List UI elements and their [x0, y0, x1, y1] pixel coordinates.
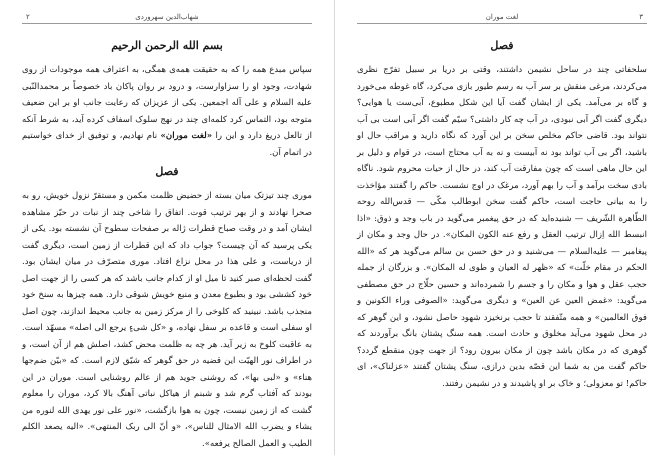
right-page	[335, 0, 669, 455]
left-running-head	[22, 12, 312, 24]
left-page	[0, 0, 334, 455]
left-section-heading: فصل	[155, 165, 179, 178]
intro-end-text: نام نهادیم، و توفیق از خدای خواستیم در اتمام آن.	[22, 131, 312, 158]
right-page-number: ٣	[639, 13, 643, 21]
right-running-title: لغت موران	[485, 13, 519, 21]
right-running-head	[357, 12, 647, 24]
left-running-title: شهاب‌الدین سهروردی	[135, 13, 199, 21]
book-title-bold: «لغت موران»	[160, 131, 213, 141]
ants-paragraph: موری چند تیزتک میان بسته از حضیض ظلمت مکمن و مستقرّ نزول خویش، رو به صحرا نهادند و از بهر ترتیب قوت. اتفاق را شاخی چند از نبات در حیّز مشاهده ایشان آمد و در وقت صباح قطرات ژاله بر صفحات سطوح آن نشسته بود. یکی از یکی پرسید که آن چیست؟ جواب داد که این قطرات از زمین است، دیگری گفت از دریاست، و علی هذا در محل نزاع افتاد. موری متصرّف در میان ایشان بود. گفت لحظه‌ای صبر کنید تا میل او از کدام جانب باشد که هر کسی را از جهت اصل خود کششی بود و بطبوع معدن و منبع خویش شوقی دارد. همه چیزها به سنخ خود منجذب باشد. نبینید که کلوخی را از مرکز زمین به جانب محیط اندازند، چون اصل او سفلی است و قاعده بر سفل نهاده، و «کل شیءٍ یرجع الی اصله» مسهّد است. به عاقبت کلوخ به زیر آید. هر چه به ظلمت محض کشد، اصلش هم از آن است، و در اطراف نور الهیّت این قضیه در حق گوهر که شیّق لازم است. که «بیّن ضم‌جها هناء» و «لبی بها»، که روشنی جوید هم از عالم روشنایی است. موران در این بودند که آفتاب گرم شد و شبنم از هیاکل نباتی آهنگ بالا کرد، موران را معلوم گشت که از زمین نیست، چون به هوا بازگشت، «نور علی نور یهدی الله لنوره من یشاء و یضرب الله الامثال للناس»، «و أنّ الی ربک المنتهی». «الیه یصعد الکلم الطیب و العمل الصالح یرفعه».	[22, 191, 312, 449]
basmala-heading: بسم الله الرحمن الرحيم	[111, 39, 223, 52]
left-page-number: ٢	[26, 13, 30, 21]
turtles-paragraph: سلحفاتی چند در ساحل نشیمن داشتند، وقتی بر دریا بر سبیل تفرّج نظری می‌کردند، مرغی منقش بر سر آب به رسم طیور بازی می‌کرد، گاه غوطه می‌خورد و گاه بر می‌آمد. یکی از ایشان گفت آیا این شکل مطبوع، آبی‌ست یا هوایی؟ دیگری گفت اگر آبی نبودی، در آب چه کار داشتی؟ سیّم گفت اگر آبی است بی آب نتواند بود. قاضی حاکم مخلص سخن بر این آورد که نگاه دارید و مراقب حال او باشید، اگر بی آب تواند بود نه آبیست و نه به آب محتاج است، در قوام و دلیل بر این حال ماهی است که چون مفارقت آب کند، در حال از حیات محروم شود. ناگاه بادی سخت برآمد و آب را بهم آورد، مرغک در اوج نشست. حاکم را گفتند مؤاخذت را به بیانی حاجت است، حاکم گفت سخن ابوطالب مکّی — قدس‌الله روحه الطّاهرة الشّریف — شنیده‌اید که در حق پیغمبر می‌گوید در باب وجد و ذوق: «اذا انبسط الله اِزال ترتیب العقل و رفع عنه الکون المکان». در حال وجد و مکان از پیغامبر — علیه‌السلام — می‌شنید و در حق حسن بن سالم می‌گوید هر که «الله الحکم در مقام خلّت» که «ظهر له العیان و طوی له المکان». و بزرگان از جمله حجب عقل و هوا و مکان را و جسم را شمرده‌اند و حسین حلّاج در حق مصطفی می‌گوید: «غمض العین عن العین» و دیگری می‌گوید: «الصوفی وراء الکونین و فوق العالمین» و همه متّفقند تا حجب برنخیزد شهود حاصل نشود، و این گوهر که در محل شهود می‌آید مخلوق و حادث است. همه سنگ پشتان بانگ برآوردند که گوهری که در مکان باشد چون از مکان بیرون رود؟ از جهت چون منقطع گردد؟ حاکم گفت من به شما این قصّه بدین درازی، سنگ پشتان گفتند «عزلناک»، ای حاکم! تو معزولی؛ و خاک بر او پاشیدند و در نشیمن رفتند.	[357, 65, 647, 389]
intro-text: سپاس مبدع همه را که به حقیقت همه‌ی همگی، به اعتراف همه موجودات از روی شهادت، وجود او را سزاوارست، و درود بر روان پاکان باد خصوصاً بر محمدالنّبی علیه السلام و علی آله اجمعین. یکی از عزیزان که رعایت جانب او بر این ضعیف متوجه بود، التماس کرد کلمه‌ای چند در نهج سلوک اسفاف کرده آید، به شرط آنکه از تالعل دریغ دارد و این را	[22, 65, 312, 141]
right-section-heading: فصل	[490, 39, 514, 52]
intro-paragraph	[22, 62, 312, 161]
